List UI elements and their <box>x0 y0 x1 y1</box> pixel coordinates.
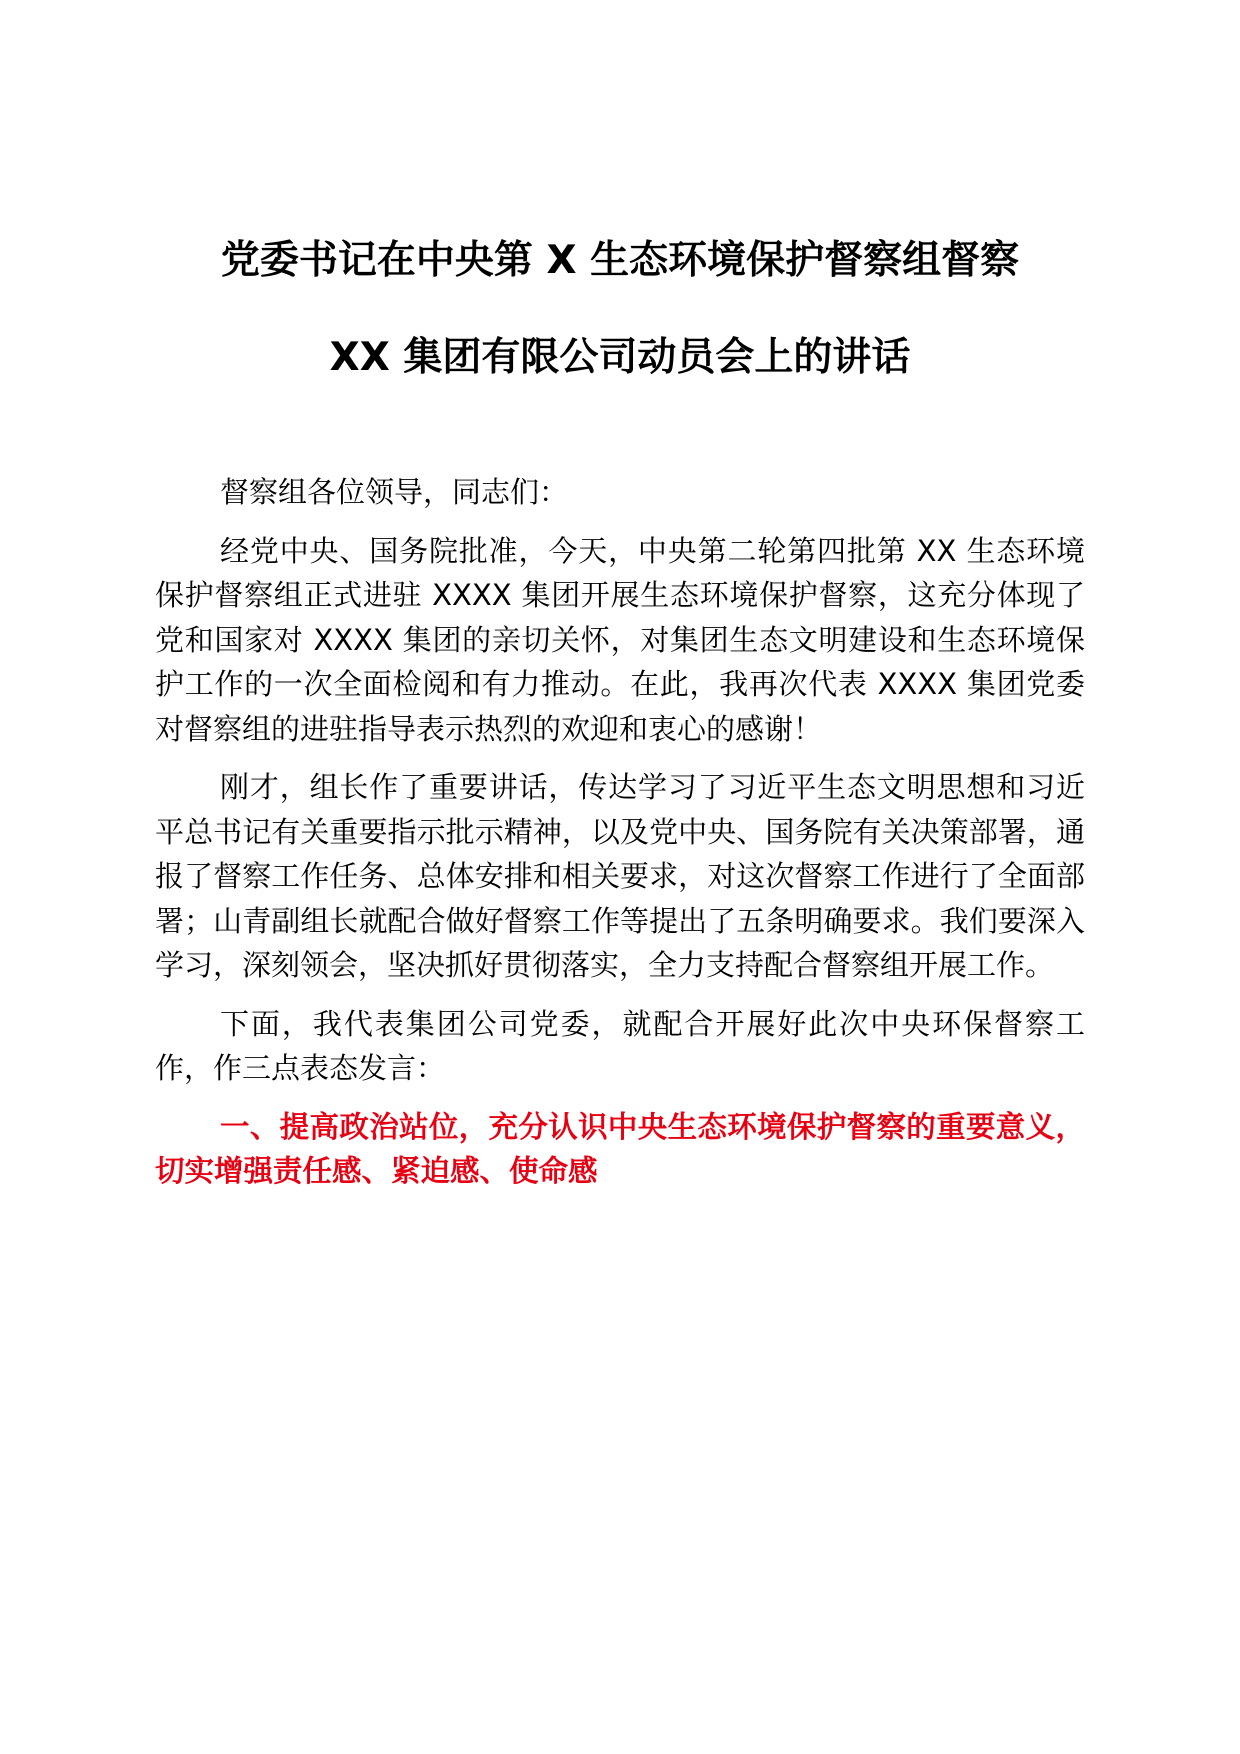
document-title-line-2: XX 集团有限公司动员会上的讲话 <box>329 335 911 380</box>
body-paragraph: 刚才，组长作了重要讲话，传达学习了习近平生态文明思想和习近平总书记有关重要指示批示精神，以及党中央、国务院有关决策部署，通报了督察工作任务、总体安排和相关要求，对这次督察工作进行了全面部署；山青副组长就配合做好督察工作等提出了五条明确要求。我们要深入学习，深刻领会，坚决抓好贯彻落实，全力支持配合督察组开展工作。 <box>155 770 1085 982</box>
body-paragraph: 下面，我代表集团公司党委，就配合开展好此次中央环保督察工作，作三点表态发言： <box>155 1006 1085 1085</box>
salutation: 督察组各位领导，同志们： <box>220 475 569 509</box>
body-paragraph: 经党中央、国务院批准，今天，中央第二轮第四批第 XX 生态环境保护督察组正式进驻 XXXX 集团开展生态环境保护督察，这充分体现了党和国家对 XXXX 集团的亲切关怀，对集团生态文明建设和生态环境保护工作的一次全面检阅和有力推动。在此，我再次代表 XXXX 集团党委对督察组的进驻指导表示热烈的欢迎和衷心的感谢！ <box>155 533 1085 746</box>
document-title-line-1: 党委书记在中央第 X 生态环境保护督察组督察 <box>220 238 1020 283</box>
document-body <box>155 470 1085 1208</box>
section-heading: 一、提高政治站位，充分认识中央生态环境保护督察的重要意义，切实增强责任感、紧迫感、使命感 <box>155 1108 1085 1188</box>
